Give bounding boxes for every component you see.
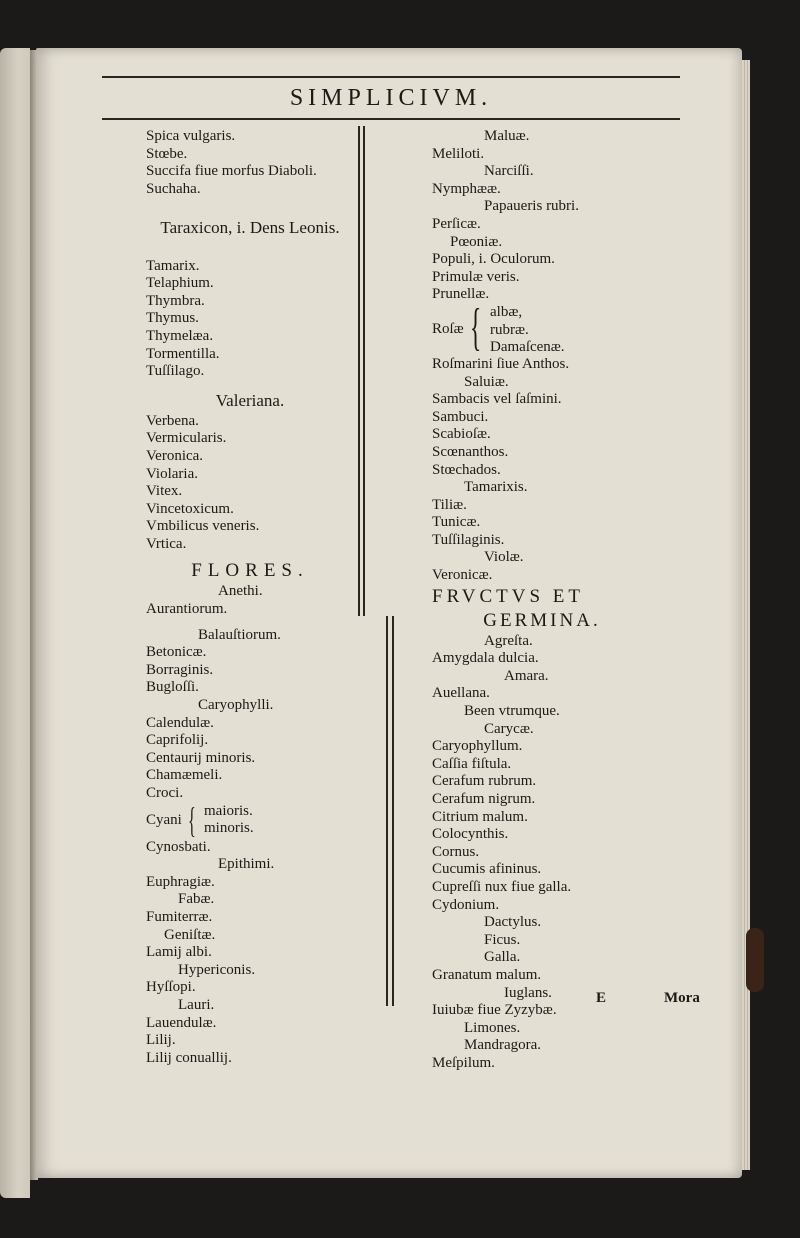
list-item: Tuſſilago.	[146, 363, 205, 380]
list-item: Meliloti.	[432, 145, 485, 162]
list-item: Lilij.	[146, 1032, 176, 1049]
list-item: Fumiterræ.	[146, 908, 213, 925]
header-rule-top	[102, 76, 680, 78]
list-item: Cynosbati.	[146, 838, 211, 855]
list-item: Thymelæa.	[146, 327, 214, 344]
group-option: albæ,	[490, 303, 523, 320]
list-item: Violaria.	[146, 465, 198, 482]
list-item: Cydonium.	[432, 896, 500, 913]
list-item: Cucumis afininus.	[432, 861, 542, 878]
book-page	[36, 48, 742, 1178]
list-item: Papaueris rubri.	[484, 198, 579, 215]
list-item: Populi, i. Oculorum.	[432, 251, 555, 268]
list-item: Ficus.	[484, 931, 521, 948]
list-item: Maluæ.	[484, 128, 530, 144]
list-item: Caſſia fiſtula.	[432, 755, 512, 772]
group-options	[204, 803, 254, 838]
list-item: Thymus.	[146, 310, 199, 327]
column-rule-upper-1	[358, 126, 360, 616]
group-key: Cyani	[146, 811, 182, 828]
list-item: Suchaha.	[146, 180, 201, 197]
list-item: Lamij albi.	[146, 944, 212, 961]
list-item: Sambuci.	[432, 408, 489, 425]
list-item: Veronica.	[146, 447, 204, 464]
list-item: Vrtica.	[146, 535, 187, 552]
list-item: Calendulæ.	[146, 714, 214, 731]
list-item: Epithimi.	[218, 856, 275, 873]
list-item: Cerafum nigrum.	[432, 791, 536, 807]
list-item: Vitex.	[146, 483, 183, 500]
list-item: Succifa fiue morfus Diaboli.	[146, 163, 317, 180]
group-key: Roſæ	[432, 320, 464, 337]
list-item: Primulæ veris.	[432, 268, 520, 285]
list-item: Hyſſopi.	[146, 979, 196, 996]
list-item: Scœnanthos.	[432, 443, 509, 460]
page-block-edge	[742, 60, 750, 1170]
list-item: Colocynthis.	[432, 826, 509, 843]
list-item: Been vtrumque.	[464, 703, 560, 720]
group-option: rubræ.	[490, 321, 529, 338]
list-item: Scabioſæ.	[432, 426, 491, 443]
list-item: Hypericonis.	[178, 961, 256, 978]
list-item: Tormentilla.	[146, 345, 220, 362]
section-heading-flores: FLORES.	[191, 560, 309, 582]
list-item: Saluiæ.	[464, 373, 509, 390]
list-item: Carycæ.	[484, 720, 534, 737]
list-item: Roſmarini ſiue Anthos.	[432, 355, 570, 372]
list-item: Cerafum rubrum.	[432, 773, 537, 790]
rosae-group	[432, 298, 672, 356]
section-heading-germina: GERMINA.	[483, 609, 601, 631]
list-item: Mandragora.	[464, 1037, 542, 1054]
running-head: SIMPLICIVM.	[289, 85, 493, 111]
section-heading-valeriana: Valeriana.	[215, 390, 285, 410]
header-rule-bottom	[102, 118, 680, 120]
list-item: Centaurij minoris.	[146, 749, 256, 766]
list-item: Perſicæ.	[432, 215, 481, 232]
group-option: Damaſcenæ.	[490, 339, 565, 356]
list-item: Nymphææ.	[432, 180, 501, 197]
list-item: Lauri.	[178, 996, 215, 1013]
list-item: Geniſtæ.	[164, 926, 216, 943]
right-column	[432, 128, 672, 1073]
list-item: Verbena.	[146, 412, 199, 429]
list-item: Fabæ.	[178, 891, 215, 908]
list-item: Tiliæ.	[432, 496, 467, 513]
column-rule-upper-2	[363, 126, 365, 616]
list-item: Granatum malum.	[432, 966, 542, 983]
section-heading-fructus: FRVCTVS ET	[432, 585, 584, 607]
column-rule-lower-1	[386, 616, 388, 1006]
group-option: maioris.	[204, 802, 253, 819]
list-item: Vincetoxicum.	[146, 500, 234, 517]
list-item: Cupreſſi nux fiue galla.	[432, 878, 572, 895]
list-item: Pœoniæ.	[450, 233, 503, 250]
list-item: Sambacis vel ſaſmini.	[432, 391, 562, 408]
list-item: Galla.	[484, 949, 521, 966]
list-item: Cornus.	[432, 843, 480, 860]
list-item: Balauſtiorum.	[198, 626, 281, 643]
list-item: Tamarixis.	[464, 479, 528, 496]
list-item: Anethi.	[218, 583, 263, 600]
list-item: Auellana.	[432, 685, 490, 702]
list-item: Croci.	[146, 785, 184, 801]
list-item: Lauendulæ.	[146, 1014, 217, 1031]
list-item: Vmbilicus veneris.	[146, 518, 260, 535]
facing-page-edge	[0, 48, 30, 1198]
list-item: Caprifolij.	[146, 732, 209, 749]
binding-clasp	[746, 928, 764, 992]
list-item: Amara.	[504, 667, 549, 684]
list-item: Vermicularis.	[146, 430, 227, 447]
list-item: Bugloſſi.	[146, 679, 199, 696]
list-item: Dactylus.	[484, 914, 542, 931]
list-item: Tuſſilaginis.	[432, 531, 505, 548]
group-option: minoris.	[204, 820, 254, 837]
list-item: Betonicæ.	[146, 644, 207, 661]
list-item: Tunicæ.	[432, 514, 481, 531]
list-item: Chamæmeli.	[146, 767, 223, 784]
list-item: Euphragiæ.	[146, 873, 215, 890]
list-item: Stœbe.	[146, 145, 188, 162]
catchword: Mora	[664, 990, 700, 1006]
list-item: Iuiubæ fiue Zyzybæ.	[432, 1002, 557, 1019]
brace-glyph: {	[470, 298, 482, 356]
list-item: Borraginis.	[146, 661, 214, 678]
list-item: Limones.	[464, 1019, 521, 1036]
list-item: Stœchados.	[432, 461, 501, 478]
brace-glyph: {	[188, 799, 196, 840]
list-item: Amygdala dulcia.	[432, 650, 539, 667]
left-column	[146, 128, 354, 1067]
list-item: Meſpilum.	[432, 1054, 495, 1071]
list-item: Violæ.	[484, 549, 524, 566]
list-item: Thymbra.	[146, 292, 205, 309]
list-item: Prunellæ.	[432, 286, 490, 303]
list-item: Aurantiorum.	[146, 601, 228, 618]
list-item: Tamarix.	[146, 257, 200, 274]
signature-mark: E	[596, 990, 607, 1006]
list-item: Telaphium.	[146, 275, 214, 292]
list-item: Spica vulgaris.	[146, 128, 236, 144]
list-item: Agreſta.	[484, 632, 533, 649]
list-item: Veronicæ.	[432, 567, 493, 584]
list-item: Narciſſi.	[484, 163, 534, 180]
section-heading-taraxicon: Taraxicon, i. Dens Leonis.	[160, 217, 340, 237]
list-item: Iuglans.	[504, 984, 552, 1001]
list-item: Lilij conuallij.	[146, 1049, 232, 1066]
list-item: Caryophyllum.	[432, 738, 523, 755]
list-item: Citrium malum.	[432, 808, 528, 825]
cyani-group	[146, 799, 354, 840]
column-rule-lower-2	[392, 616, 394, 1006]
group-options	[490, 304, 565, 357]
list-item: Caryophylli.	[198, 697, 274, 714]
